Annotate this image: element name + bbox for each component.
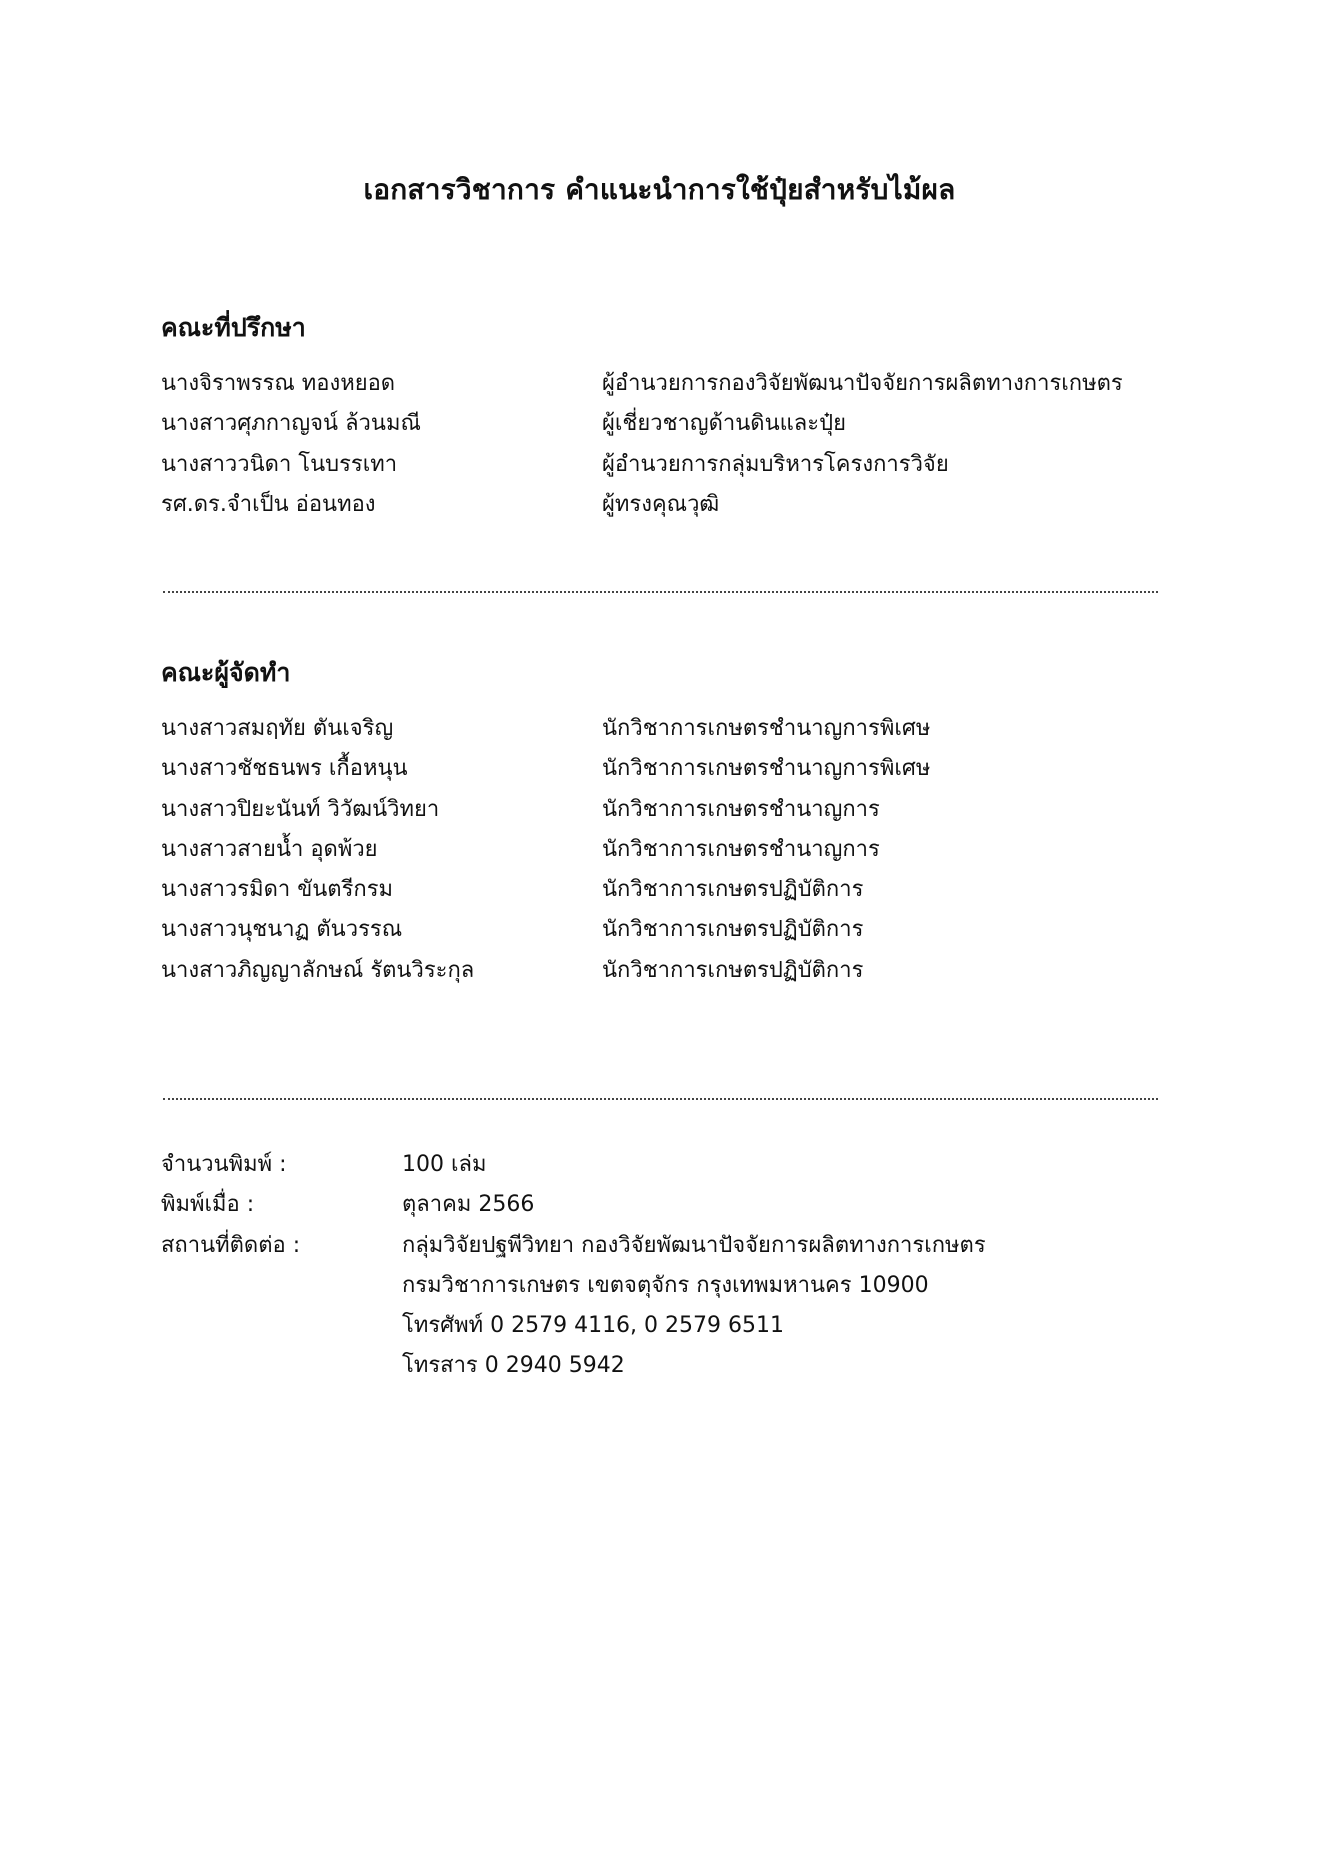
author-role: นักวิชาการเกษตรชำนาญการ xyxy=(602,836,880,862)
contact-row xyxy=(161,1226,1161,1266)
contact-address-line: กลุ่มวิจัยปฐพีวิทยา กองวิจัยพัฒนาปัจจัยการผลิตทางการเกษตร xyxy=(402,1232,986,1258)
author-row xyxy=(161,709,1161,749)
author-name: นางสาวชัชธนพร เกื้อหนุน xyxy=(161,756,408,782)
print-run-row xyxy=(161,1145,1161,1185)
author-name: นางสาวสมฤทัย ตันเจริญ xyxy=(161,716,394,741)
publication-info xyxy=(161,1145,1161,1387)
section-divider xyxy=(163,1098,1158,1100)
contact-phone: โทรศัพท์ 0 2579 4116, 0 2579 6511 xyxy=(402,1313,785,1339)
authors-list xyxy=(161,709,1161,991)
advisor-row xyxy=(161,485,1161,525)
authors-heading: คณะผู้จัดทำ xyxy=(161,658,291,687)
author-role: นักวิชาการเกษตรปฏิบัติการ xyxy=(602,877,864,903)
contact-label: สถานที่ติดต่อ : xyxy=(161,1232,301,1258)
author-role: นักวิชาการเกษตรปฏิบัติการ xyxy=(602,957,864,983)
advisor-row xyxy=(161,404,1161,444)
author-row xyxy=(161,749,1161,789)
author-row xyxy=(161,830,1161,870)
print-run-label: จำนวนพิมพ์ : xyxy=(161,1152,287,1177)
printed-date-value: ตุลาคม 2566 xyxy=(402,1192,535,1218)
contact-fax: โทรสาร 0 2940 5942 xyxy=(402,1353,625,1379)
advisor-name: รศ.ดร.จำเป็น อ่อนทอง xyxy=(161,491,376,517)
advisor-name: นางจิราพรรณ ทองหยอด xyxy=(161,371,396,396)
author-name: นางสาวภิญญาลักษณ์ รัตนวิระกุล xyxy=(161,957,475,983)
author-row xyxy=(161,870,1161,910)
printed-date-label: พิมพ์เมื่อ : xyxy=(161,1192,255,1218)
advisor-role: ผู้อำนวยการกองวิจัยพัฒนาปัจจัยการผลิตทางการเกษตร xyxy=(602,371,1123,396)
advisors-list xyxy=(161,364,1161,525)
author-name: นางสาวนุชนาฏ ตันวรรณ xyxy=(161,917,403,943)
advisors-heading: คณะที่ปรึกษา xyxy=(161,313,306,342)
advisor-name: นางสาวศุภกาญจน์ ล้วนมณี xyxy=(161,411,421,437)
section-divider xyxy=(163,591,1158,593)
advisor-row xyxy=(161,364,1161,404)
author-row xyxy=(161,910,1161,950)
contact-row xyxy=(161,1306,1161,1346)
advisor-role: ผู้เชี่ยวชาญด้านดินและปุ๋ย xyxy=(602,411,846,437)
author-row xyxy=(161,790,1161,830)
author-role: นักวิชาการเกษตรปฏิบัติการ xyxy=(602,917,864,943)
printed-date-row xyxy=(161,1185,1161,1225)
contact-row xyxy=(161,1266,1161,1306)
author-name: นางสาวปิยะนันท์ วิวัฒน์วิทยา xyxy=(161,796,440,822)
advisor-row xyxy=(161,445,1161,485)
author-name: นางสาวรมิดา ขันตรีกรม xyxy=(161,877,394,903)
author-role: นักวิชาการเกษตรชำนาญการพิเศษ xyxy=(602,716,931,741)
contact-row xyxy=(161,1346,1161,1386)
advisor-role: ผู้ทรงคุณวุฒิ xyxy=(602,491,720,517)
print-run-value: 100 เล่ม xyxy=(402,1152,487,1177)
author-role: นักวิชาการเกษตรชำนาญการ xyxy=(602,796,880,822)
advisor-role: ผู้อำนวยการกลุ่มบริหารโครงการวิจัย xyxy=(602,451,949,477)
document-title: เอกสารวิชาการ คำแนะนำการใช้ปุ๋ยสำหรับไม้ผล xyxy=(363,173,956,206)
contact-address-line: กรมวิชาการเกษตร เขตจตุจักร กรุงเทพมหานคร 10900 xyxy=(402,1272,929,1298)
author-role: นักวิชาการเกษตรชำนาญการพิเศษ xyxy=(602,756,931,782)
author-row xyxy=(161,951,1161,991)
author-name: นางสาวสายน้ำ อุดพ้วย xyxy=(161,836,378,862)
advisor-name: นางสาววนิดา โนบรรเทา xyxy=(161,451,398,477)
